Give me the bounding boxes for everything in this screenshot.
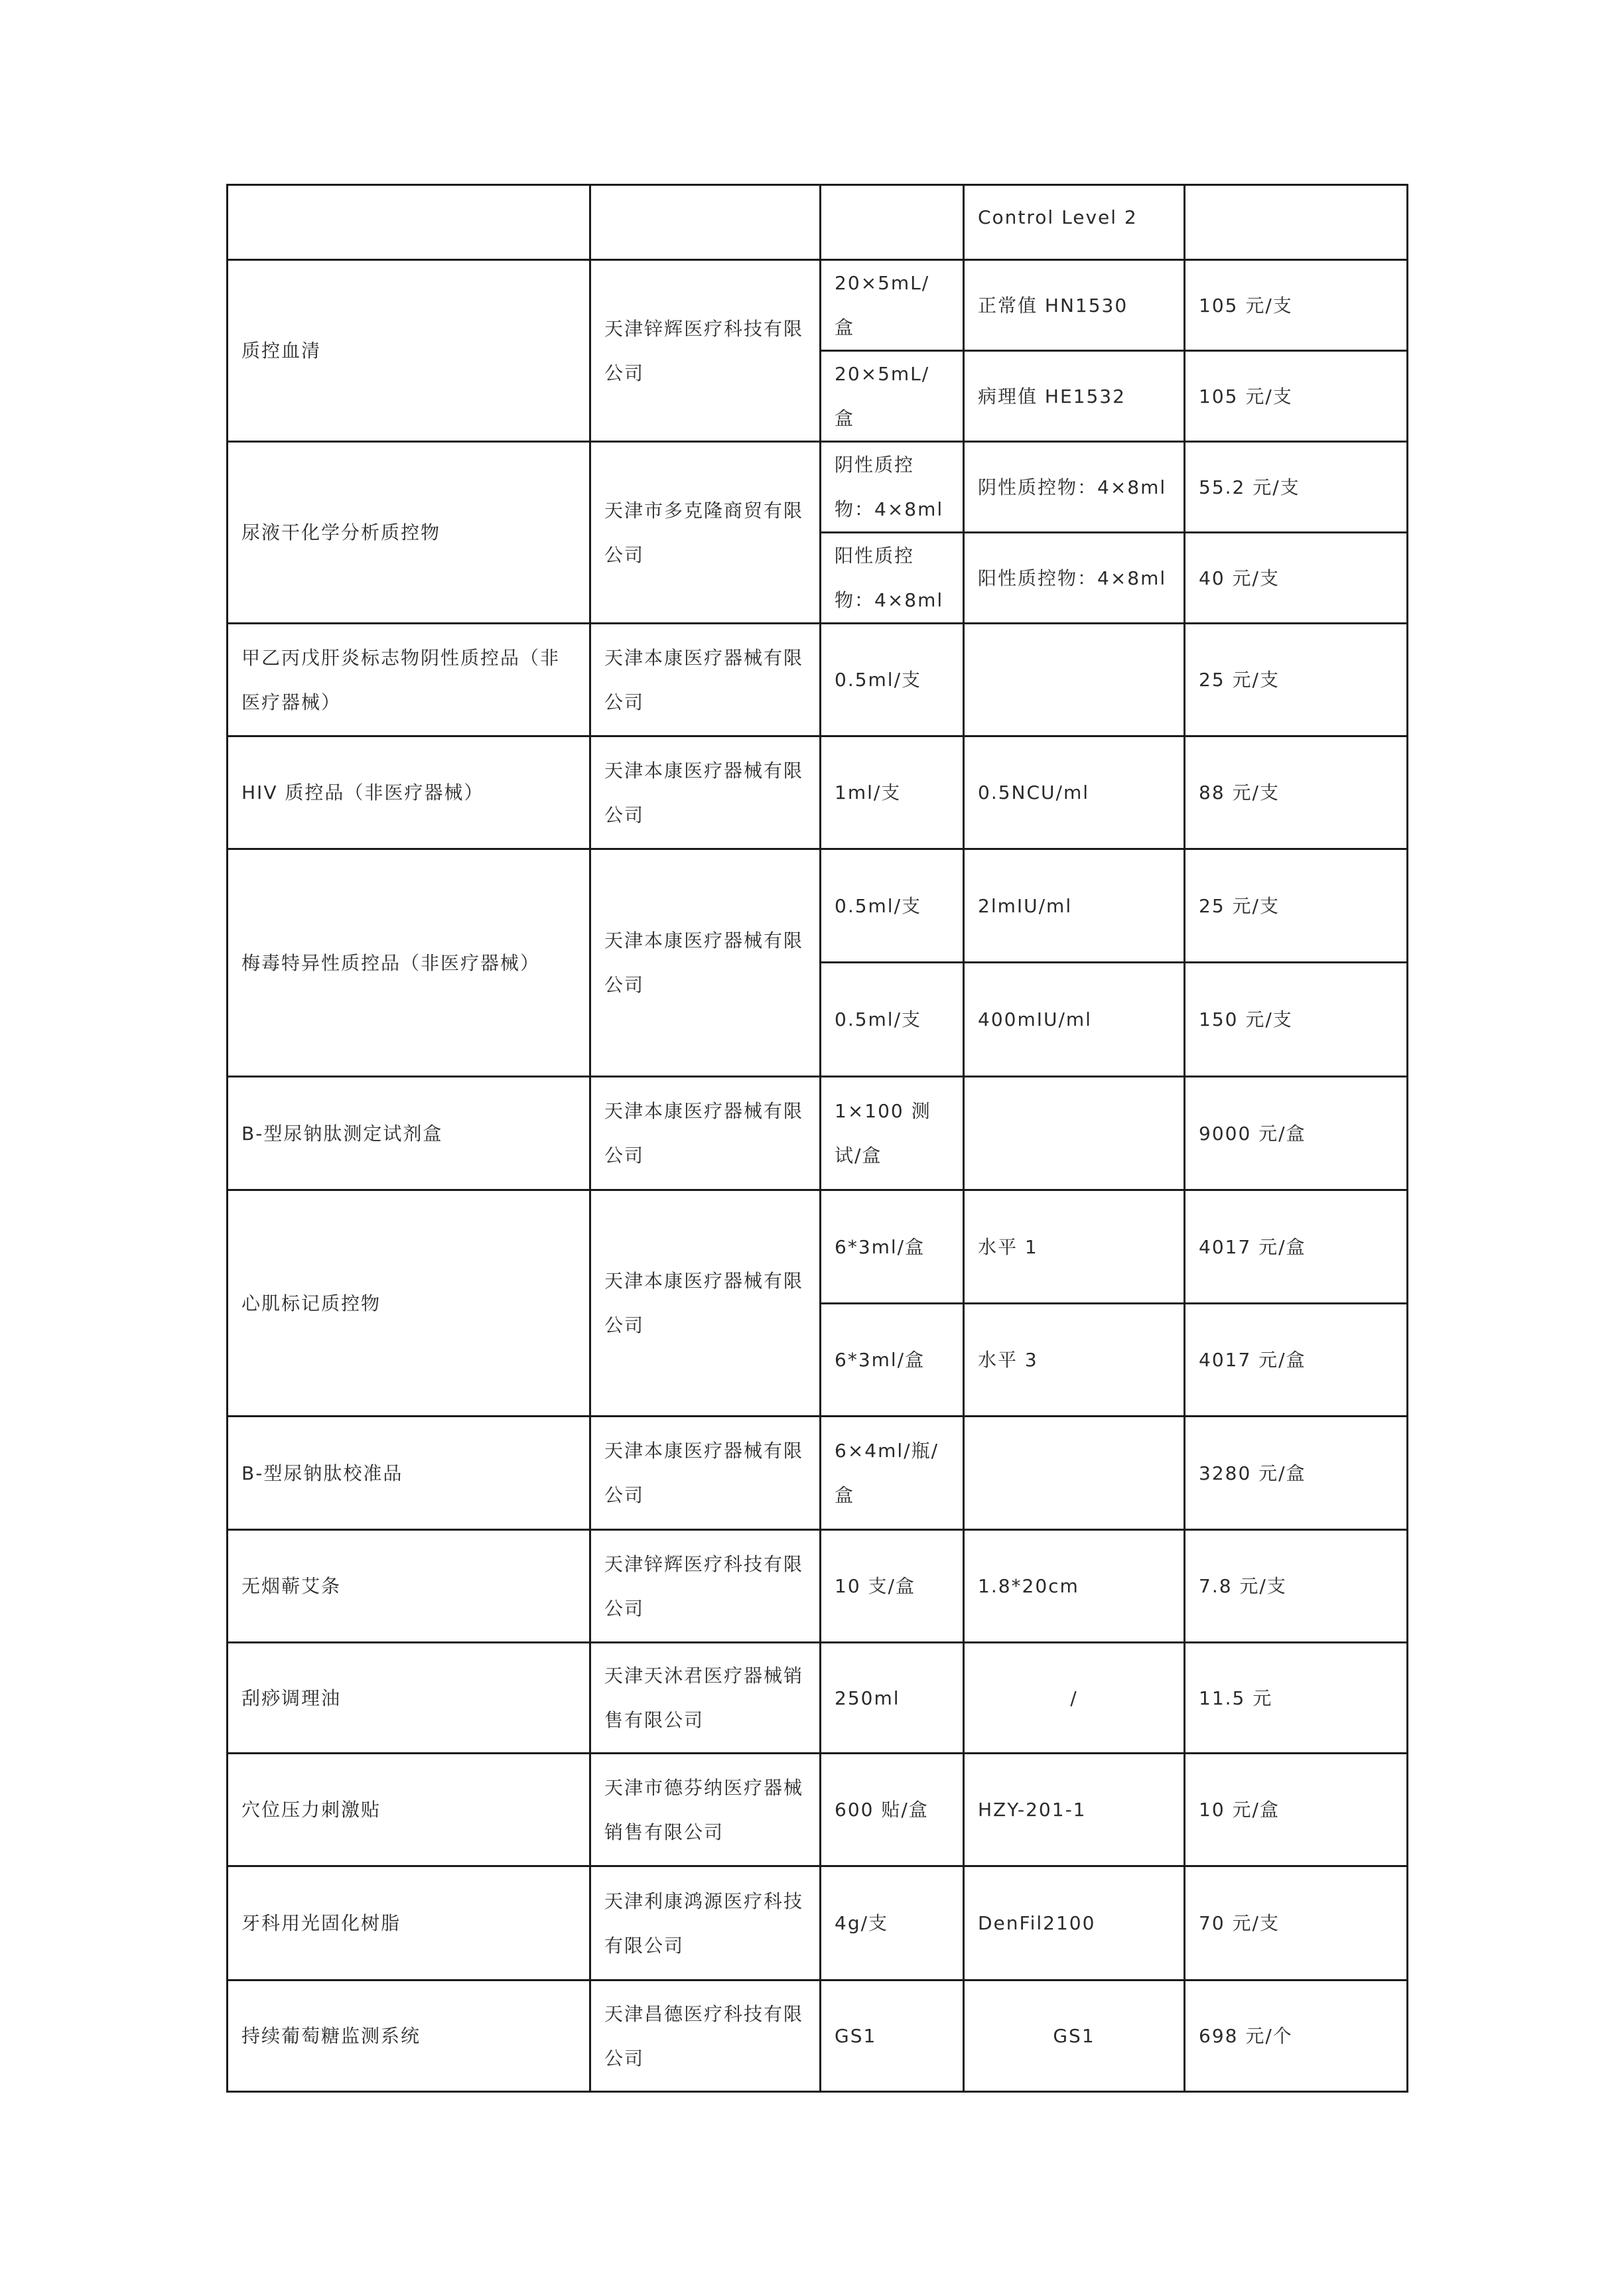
price: 698 元/个 bbox=[1185, 1980, 1408, 2092]
price bbox=[1185, 185, 1408, 260]
product-name: 梅毒特异性质控品（非医疗器械） bbox=[228, 849, 590, 1077]
model: 0.5NCU/ml bbox=[964, 736, 1185, 849]
product-name: 甲乙丙戊肝炎标志物阴性质控品（非医疗器械） bbox=[228, 624, 590, 736]
spec: 0.5ml/支 bbox=[821, 624, 964, 736]
product-name: 心肌标记质控物 bbox=[228, 1190, 590, 1417]
company bbox=[590, 185, 821, 260]
spec: 6*3ml/盒 bbox=[821, 1304, 964, 1417]
spec: 0.5ml/支 bbox=[821, 849, 964, 963]
model: 2lmIU/ml bbox=[964, 849, 1185, 963]
company: 天津本康医疗器械有限公司 bbox=[590, 849, 821, 1077]
product-name bbox=[228, 185, 590, 260]
company: 天津本康医疗器械有限公司 bbox=[590, 1417, 821, 1530]
company: 天津市多克隆商贸有限公司 bbox=[590, 442, 821, 624]
model: 阴性质控物：4×8ml bbox=[964, 442, 1185, 533]
product-name: B-型尿钠肽校准品 bbox=[228, 1417, 590, 1530]
spec: 阴性质控物：4×8ml bbox=[821, 442, 964, 533]
model: 正常值 HN1530 bbox=[964, 260, 1185, 351]
spec: 20×5mL/盒 bbox=[821, 260, 964, 351]
model: 水平 1 bbox=[964, 1190, 1185, 1304]
spec: 4g/支 bbox=[821, 1866, 964, 1980]
price: 25 元/支 bbox=[1185, 624, 1408, 736]
price: 11.5 元 bbox=[1185, 1643, 1408, 1754]
spec: 1ml/支 bbox=[821, 736, 964, 849]
product-name: B-型尿钠肽测定试剂盒 bbox=[228, 1077, 590, 1190]
model: / bbox=[964, 1643, 1185, 1754]
table-row bbox=[228, 1077, 1408, 1190]
price: 4017 元/盒 bbox=[1185, 1304, 1408, 1417]
price: 105 元/支 bbox=[1185, 351, 1408, 442]
table-row bbox=[228, 442, 1408, 533]
company: 天津本康医疗器械有限公司 bbox=[590, 624, 821, 736]
spec bbox=[821, 185, 964, 260]
model bbox=[964, 1077, 1185, 1190]
spec: 600 贴/盒 bbox=[821, 1754, 964, 1866]
price: 105 元/支 bbox=[1185, 260, 1408, 351]
price: 10 元/盒 bbox=[1185, 1754, 1408, 1866]
company: 天津本康医疗器械有限公司 bbox=[590, 1077, 821, 1190]
price: 9000 元/盒 bbox=[1185, 1077, 1408, 1190]
table-row bbox=[228, 1643, 1408, 1754]
product-price-table bbox=[226, 184, 1408, 2093]
table-row bbox=[228, 1866, 1408, 1980]
price: 4017 元/盒 bbox=[1185, 1190, 1408, 1304]
price: 25 元/支 bbox=[1185, 849, 1408, 963]
company: 天津本康医疗器械有限公司 bbox=[590, 1190, 821, 1417]
company: 天津天沐君医疗器械销售有限公司 bbox=[590, 1643, 821, 1754]
spec: 6×4ml/瓶/盒 bbox=[821, 1417, 964, 1530]
spec: 阳性质控物：4×8ml bbox=[821, 533, 964, 624]
spec: 10 支/盒 bbox=[821, 1530, 964, 1643]
model: 400mIU/ml bbox=[964, 963, 1185, 1077]
company: 天津利康鸿源医疗科技有限公司 bbox=[590, 1866, 821, 1980]
product-name: 刮痧调理油 bbox=[228, 1643, 590, 1754]
model: 水平 3 bbox=[964, 1304, 1185, 1417]
price: 3280 元/盒 bbox=[1185, 1417, 1408, 1530]
table-row bbox=[228, 1530, 1408, 1643]
company: 天津市德芬纳医疗器械销售有限公司 bbox=[590, 1754, 821, 1866]
table-row bbox=[228, 1754, 1408, 1866]
model bbox=[964, 624, 1185, 736]
model: 病理值 HE1532 bbox=[964, 351, 1185, 442]
spec: 250ml bbox=[821, 1643, 964, 1754]
model: 阳性质控物：4×8ml bbox=[964, 533, 1185, 624]
price: 70 元/支 bbox=[1185, 1866, 1408, 1980]
model bbox=[964, 1417, 1185, 1530]
table-row bbox=[228, 1980, 1408, 2092]
spec: 6*3ml/盒 bbox=[821, 1190, 964, 1304]
product-name: 无烟蕲艾条 bbox=[228, 1530, 590, 1643]
product-name: 牙科用光固化树脂 bbox=[228, 1866, 590, 1980]
spec: GS1 bbox=[821, 1980, 964, 2092]
model: DenFil2100 bbox=[964, 1866, 1185, 1980]
model: HZY-201-1 bbox=[964, 1754, 1185, 1866]
table-row bbox=[228, 624, 1408, 736]
company: 天津锌辉医疗科技有限公司 bbox=[590, 260, 821, 442]
spec: 1×100 测试/盒 bbox=[821, 1077, 964, 1190]
spec: 0.5ml/支 bbox=[821, 963, 964, 1077]
model: Control Level 2 bbox=[964, 185, 1185, 260]
product-name: 质控血清 bbox=[228, 260, 590, 442]
model: GS1 bbox=[964, 1980, 1185, 2092]
product-name: 穴位压力刺激贴 bbox=[228, 1754, 590, 1866]
company: 天津本康医疗器械有限公司 bbox=[590, 736, 821, 849]
table-row bbox=[228, 736, 1408, 849]
product-name: 持续葡萄糖监测系统 bbox=[228, 1980, 590, 2092]
price: 7.8 元/支 bbox=[1185, 1530, 1408, 1643]
price: 88 元/支 bbox=[1185, 736, 1408, 849]
product-name: 尿液干化学分析质控物 bbox=[228, 442, 590, 624]
product-name: HIV 质控品（非医疗器械） bbox=[228, 736, 590, 849]
price: 150 元/支 bbox=[1185, 963, 1408, 1077]
table-row bbox=[228, 260, 1408, 351]
company: 天津锌辉医疗科技有限公司 bbox=[590, 1530, 821, 1643]
price: 40 元/支 bbox=[1185, 533, 1408, 624]
price: 55.2 元/支 bbox=[1185, 442, 1408, 533]
table-row bbox=[228, 1417, 1408, 1530]
spec: 20×5mL/盒 bbox=[821, 351, 964, 442]
table-row bbox=[228, 849, 1408, 963]
table-row bbox=[228, 1190, 1408, 1304]
company: 天津昌德医疗科技有限公司 bbox=[590, 1980, 821, 2092]
model: 1.8*20cm bbox=[964, 1530, 1185, 1643]
table-row bbox=[228, 185, 1408, 260]
